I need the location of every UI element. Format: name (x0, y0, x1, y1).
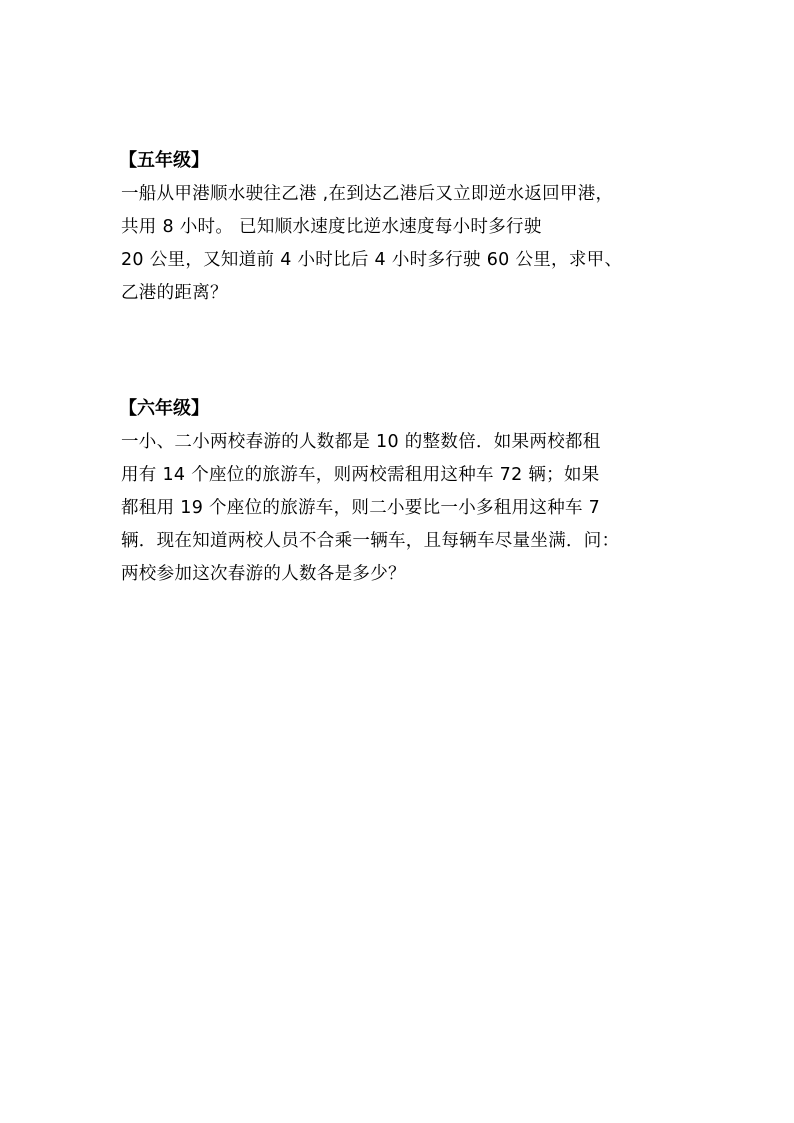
grade6-problem-line: 一小、二小两校春游的人数都是 10 的整数倍．如果两校都租 (121, 432, 601, 452)
grade5-problem-line: 一船从甲港顺水驶往乙港 ,在到达乙港后又立即逆水返回甲港， (121, 184, 614, 204)
grade5-problem-line: 共用 8 小时。 已知顺水速度比逆水速度每小时多行驶 (121, 217, 542, 237)
grade6-section (121, 394, 721, 591)
grade6-problem-line: 用有 14 个座位的旅游车，则两校需租用这种车 72 辆；如果 (121, 465, 600, 485)
grade5-heading: 【五年级】 (119, 150, 209, 171)
grade5-problem-line: 乙港的距离？ (121, 283, 228, 303)
grade6-heading: 【六年级】 (119, 398, 209, 419)
grade5-section (121, 146, 721, 310)
grade5-problem-line: 20 公里，又知道前 4 小时比后 4 小时多行驶 60 公里，求甲、 (121, 250, 623, 270)
grade6-problem-line: 都租用 19 个座位的旅游车，则二小要比一小多租用这种车 7 (121, 498, 601, 518)
grade6-problem-line: 两校参加这次春游的人数各是多少？ (121, 564, 406, 584)
grade6-problem-line: 辆．现在知道两校人员不合乘一辆车，且每辆车尽量坐满．问： (121, 531, 620, 551)
